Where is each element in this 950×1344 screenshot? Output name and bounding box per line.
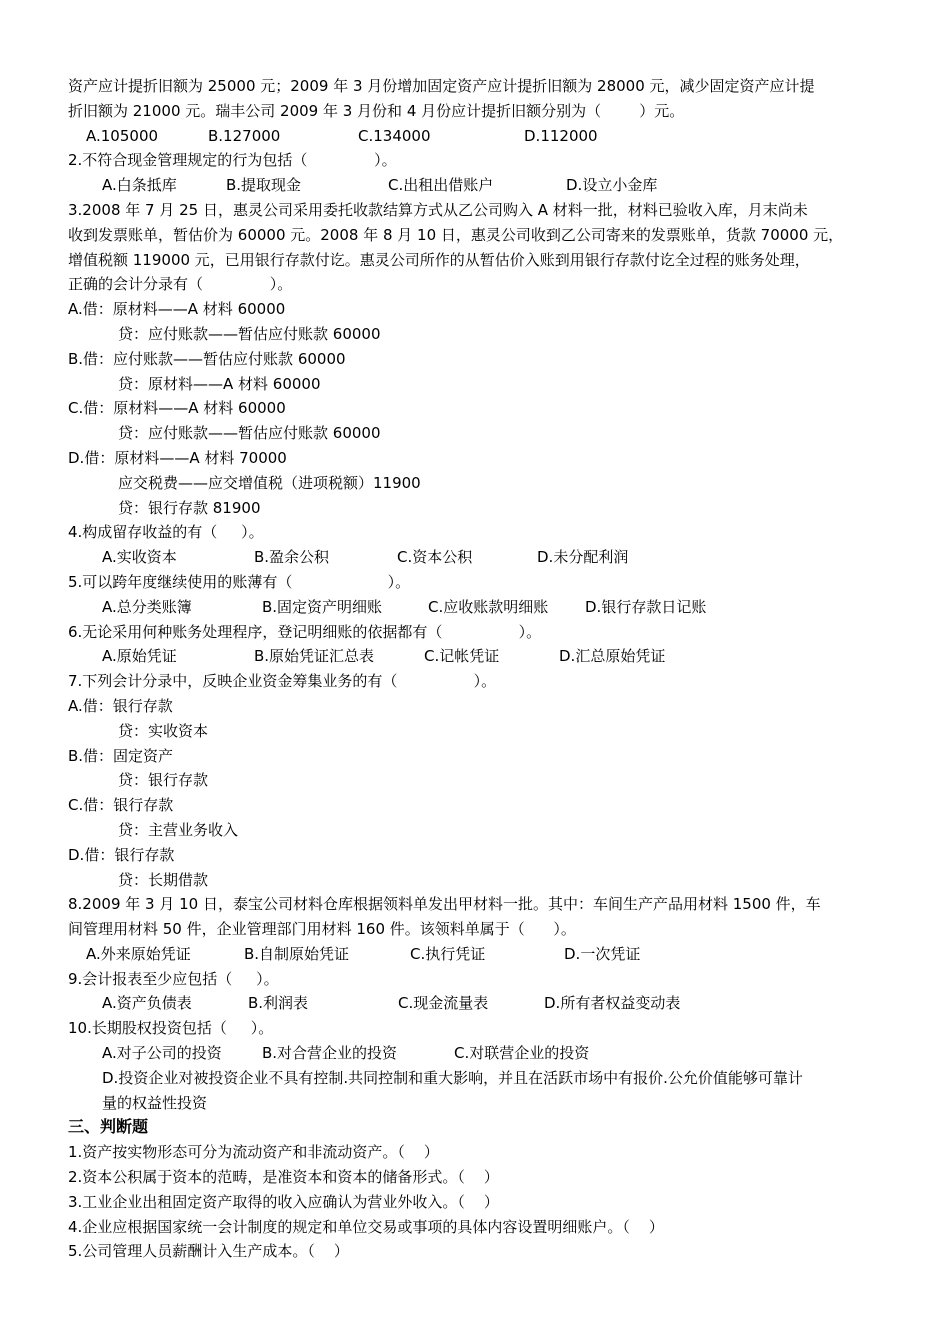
q10-option-c: C.对联营企业的投资	[454, 1044, 590, 1063]
q9-question: 9.会计报表至少应包括（ ）。	[68, 969, 279, 988]
q2-option-d: D.设立小金库	[566, 176, 658, 195]
q8-line-2: 间管理用材料 50 件，企业管理部门用材料 160 件。该领料单属于（ ）。	[68, 920, 576, 939]
q9-option-b: B.利润表	[248, 994, 309, 1013]
q8-option-d: D.一次凭证	[564, 944, 641, 963]
judgement-item-1: 1.资产按实物形态可分为流动资产和非流动资产。（ ）	[68, 1143, 439, 1162]
q1-option-d: D.112000	[524, 126, 598, 145]
q7-option-a-credit: 贷：实收资本	[118, 721, 209, 740]
q6-options	[68, 644, 888, 669]
q1-option-a: A.105000	[86, 126, 159, 145]
q3-option-a-credit: 贷：应付账款——暂估应付账款 60000	[118, 324, 381, 343]
q6-option-d: D.汇总原始凭证	[559, 647, 666, 666]
q9-option-d: D.所有者权益变动表	[544, 994, 681, 1013]
q7-option-b-debit: B.借：固定资产	[68, 746, 174, 765]
q1-option-c: C.134000	[358, 126, 431, 145]
q5-option-a: A.总分类账簿	[102, 597, 192, 616]
q7-option-c-debit: C.借：银行存款	[68, 796, 174, 815]
q1-line-2: 折旧额为 21000 元。瑞丰公司 2009 年 3 月份和 4 月份应计提折旧额分别为（ ）元。	[68, 101, 685, 120]
q4-option-c: C.资本公积	[397, 548, 473, 567]
judgement-item-3: 3.工业企业出租固定资产取得的收入应确认为营业外收入。（ ）	[68, 1192, 499, 1211]
q6-option-a: A.原始凭证	[102, 647, 177, 666]
judgement-item-2: 2.资本公积属于资本的范畴，是准资本和资本的储备形式。（ ）	[68, 1168, 499, 1187]
q3-option-d-debit: D.借：原材料——A 材料 70000	[68, 448, 287, 467]
q5-option-d: D.银行存款日记账	[585, 597, 707, 616]
q7-option-c-credit: 贷：主营业务收入	[118, 820, 239, 839]
q4-question: 4.构成留存收益的有（ ）。	[68, 523, 264, 542]
q5-option-c: C.应收账款明细账	[428, 597, 549, 616]
q4-options	[68, 545, 888, 570]
q8-option-a: A.外来原始凭证	[86, 944, 191, 963]
q6-option-b: B.原始凭证汇总表	[254, 647, 375, 666]
q5-options	[68, 595, 888, 620]
q4-option-b: B.盈余公积	[254, 548, 330, 567]
q7-option-a-debit: A.借：银行存款	[68, 696, 173, 715]
q10-option-d-line-2: 量的权益性投资	[102, 1093, 208, 1112]
q7-option-d-debit: D.借：银行存款	[68, 845, 175, 864]
q10-options	[68, 1041, 888, 1066]
q10-option-a: A.对子公司的投资	[102, 1044, 222, 1063]
q6-question: 6.无论采用何种账务处理程序，登记明细账的依据都有（ ）。	[68, 622, 542, 641]
q7-question: 7.下列会计分录中，反映企业资金筹集业务的有（ ）。	[68, 672, 497, 691]
q3-line-3: 增值税额 119000 元，已用银行存款付讫。惠灵公司所作的从暂估价入账到用银行存款付讫全过程的账务处理，	[68, 250, 810, 269]
q10-option-b: B.对合营企业的投资	[262, 1044, 398, 1063]
q3-option-c-credit: 贷：应付账款——暂估应付账款 60000	[118, 424, 381, 443]
q3-option-c-debit: C.借：原材料——A 材料 60000	[68, 399, 286, 418]
q4-option-d: D.未分配利润	[537, 548, 629, 567]
q2-option-a: A.白条抵库	[102, 176, 177, 195]
q3-line-1: 3.2008 年 7 月 25 日，惠灵公司采用委托收款结算方式从乙公司购入 A 材料一批，材料已验收入库，月末尚未	[68, 200, 808, 219]
document-page	[68, 74, 888, 1264]
q8-options	[68, 942, 888, 967]
q6-option-c: C.记帐凭证	[424, 647, 500, 666]
q5-option-b: B.固定资产明细账	[262, 597, 383, 616]
section-heading-judgement: 三、判断题	[68, 1117, 149, 1137]
q3-option-b-debit: B.借：应付账款——暂估应付账款 60000	[68, 349, 346, 368]
q7-option-b-credit: 贷：银行存款	[118, 771, 209, 790]
judgement-item-5: 5.公司管理人员薪酬计入生产成本。（ ）	[68, 1242, 349, 1261]
q8-option-c: C.执行凭证	[410, 944, 486, 963]
judgement-item-4: 4.企业应根据国家统一会计制度的规定和单位交易或事项的具体内容设置明细账户。（ ）	[68, 1217, 664, 1236]
q1-options	[68, 124, 888, 149]
q3-option-d-credit: 贷：银行存款 81900	[118, 498, 261, 517]
q1-line-1: 资产应计提折旧额为 25000 元；2009 年 3 月份增加固定资产应计提折旧额为 28000 元，减少固定资产应计提	[68, 77, 815, 95]
q3-option-b-credit: 贷：原材料——A 材料 60000	[118, 374, 321, 393]
q2-option-c: C.出租出借账户	[388, 176, 494, 195]
q7-option-d-credit: 贷：长期借款	[118, 870, 209, 889]
q2-option-b: B.提取现金	[226, 176, 302, 195]
q8-option-b: B.自制原始凭证	[244, 944, 350, 963]
q2-options	[68, 173, 888, 198]
q1-option-b: B.127000	[208, 126, 281, 145]
q10-option-d-line-1: D.投资企业对被投资企业不具有控制.共同控制和重大影响，并且在活跃市场中有报价.公允价值能够可靠计	[102, 1068, 803, 1087]
q9-option-a: A.资产负债表	[102, 994, 192, 1013]
q3-line-4: 正确的会计分录有（ ）。	[68, 275, 293, 294]
q9-option-c: C.现金流量表	[398, 994, 489, 1013]
q4-option-a: A.实收资本	[102, 548, 177, 567]
q2-question: 2.不符合现金管理规定的行为包括（ ）。	[68, 151, 397, 170]
q10-question: 10.长期股权投资包括（ ）。	[68, 1019, 274, 1038]
q9-options	[68, 991, 888, 1016]
q3-option-a-debit: A.借：原材料——A 材料 60000	[68, 300, 286, 319]
q5-question: 5.可以跨年度继续使用的账薄有（ ）。	[68, 572, 411, 591]
q3-line-2: 收到发票账单，暂估价为 60000 元。2008 年 8 月 10 日，惠灵公司收到乙公司寄来的发票账单，货款 70000 元，	[68, 225, 844, 244]
q8-line-1: 8.2009 年 3 月 10 日，泰宝公司材料仓库根据领料单发出甲材料一批。其中：车间生产产品用材料 1500 件，车	[68, 895, 821, 914]
q3-option-d-debit-2: 应交税费——应交增值税（进项税额）11900	[118, 473, 421, 492]
